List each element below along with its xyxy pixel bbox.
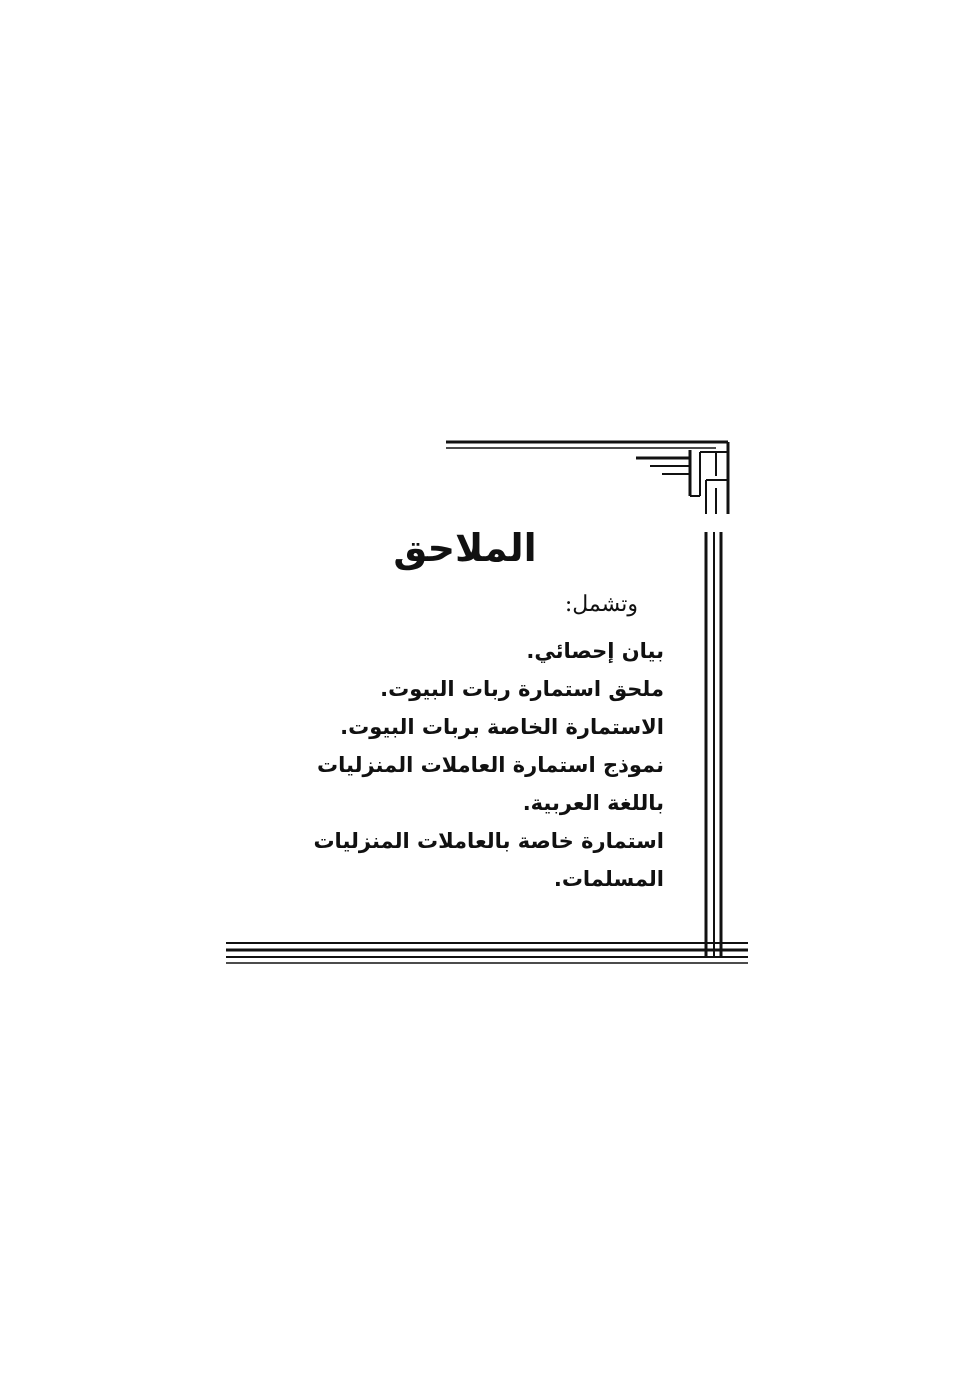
list-item: ملحق استمارة ربات البيوت. <box>380 677 664 701</box>
list-item: الاستمارة الخاصة بربات البيوت. <box>340 715 664 739</box>
list-item: استمارة خاصة بالعاملات المنزليات المسلمات. <box>313 829 664 891</box>
intro-text: وتشمل: <box>564 592 638 617</box>
list-item: بيان إحصائي. <box>526 639 664 663</box>
appendix-list <box>254 632 664 898</box>
page-title: الملاحق <box>393 526 537 570</box>
list-item: نموذج استمارة العاملات المنزليات باللغة العربية. <box>317 753 664 815</box>
